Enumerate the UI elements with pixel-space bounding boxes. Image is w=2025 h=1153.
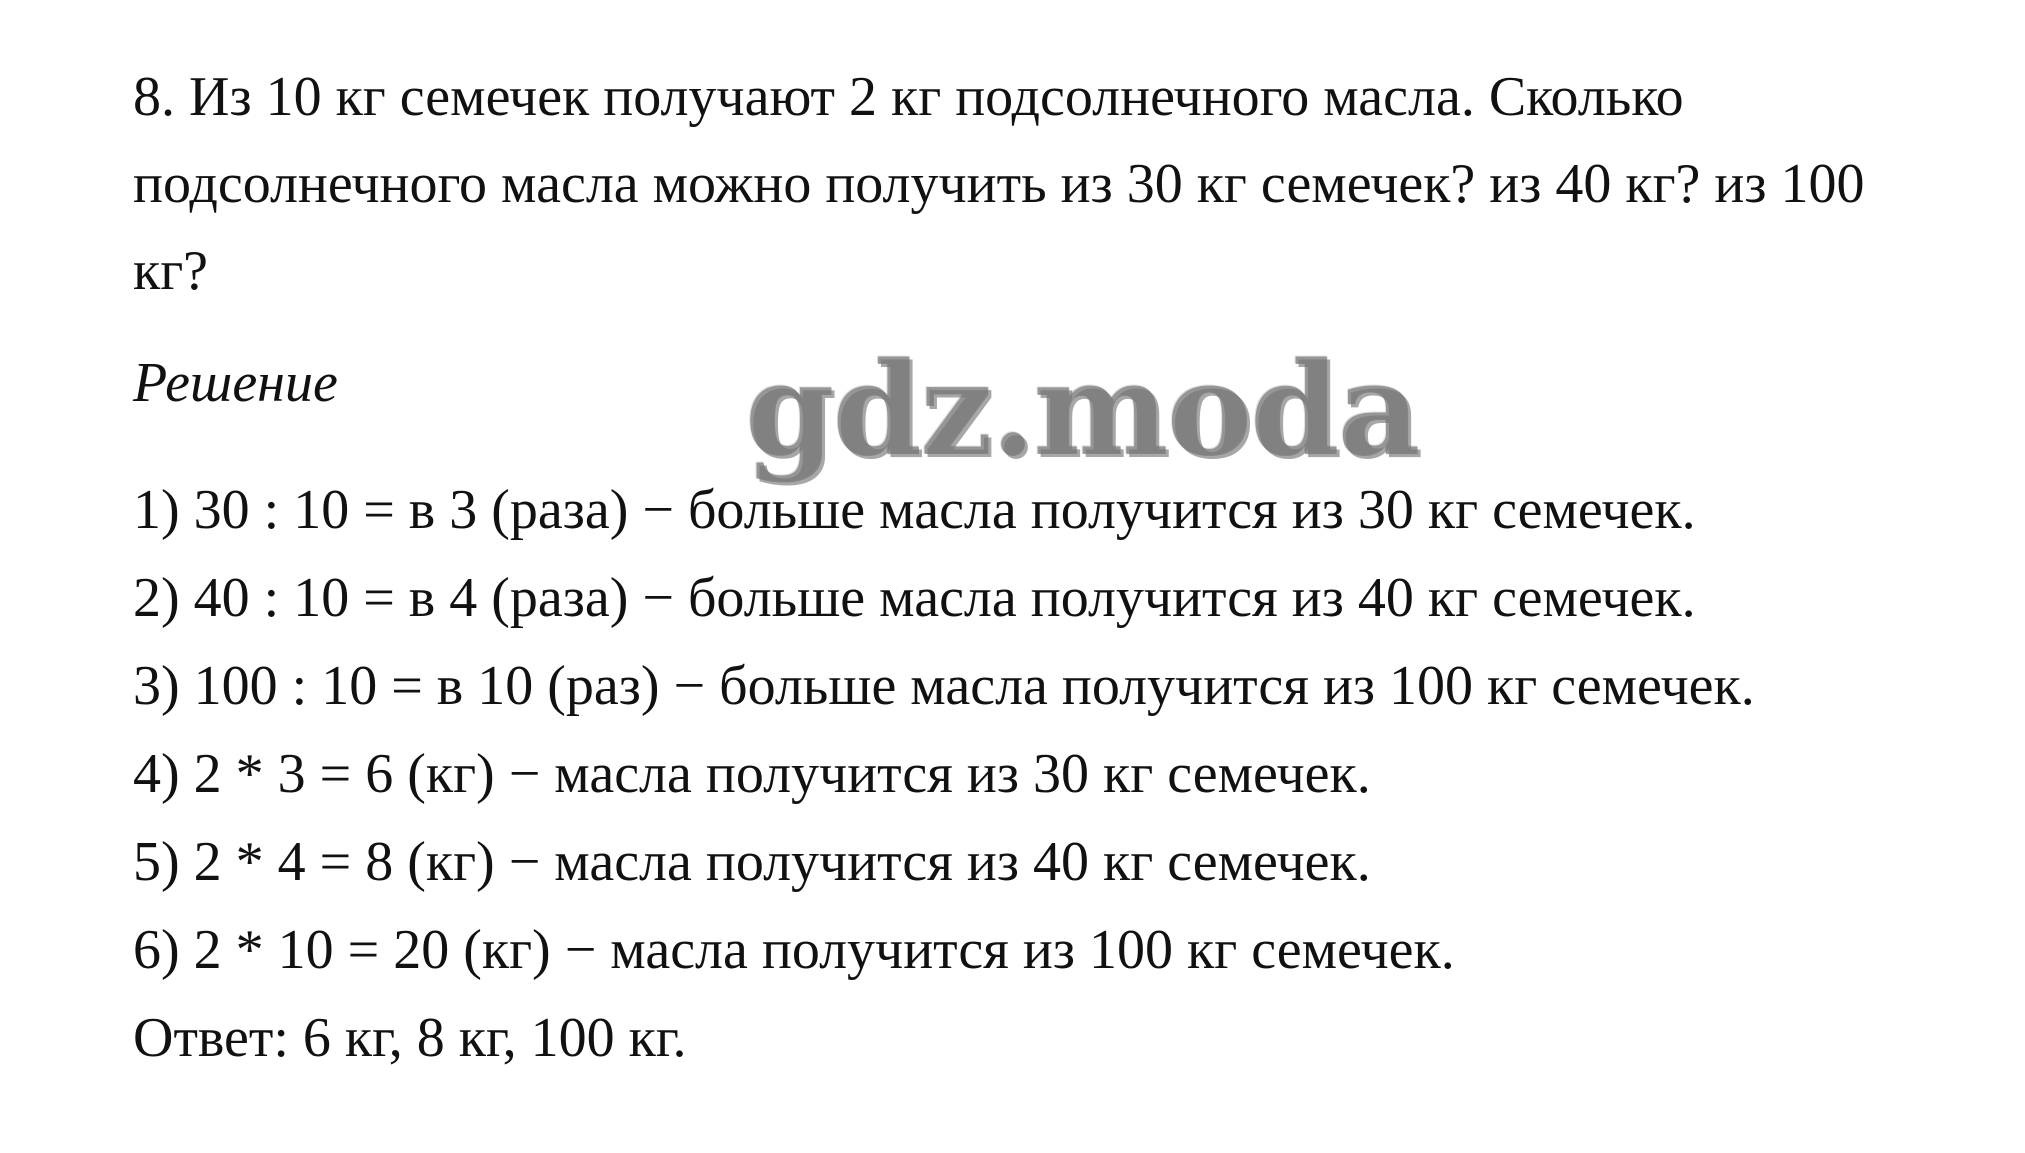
solution-heading: Решение xyxy=(133,352,338,414)
solution-steps xyxy=(133,466,1755,994)
solution-step-4: 4) 2 * 3 = 6 (кг) − масла получится из 30 кг семечек. xyxy=(133,743,1371,805)
watermark-logo: gdz.moda xyxy=(745,335,1419,485)
solution-step-1: 1) 30 : 10 = в 3 (раза) − больше масла получится из 30 кг семечек. xyxy=(133,479,1696,541)
problem-statement: 8. Из 10 кг семечек получают 2 кг подсолнечного масла. Сколько подсолнечного масла можно получить из 30 кг семечек? из 40 кг? из 100 кг? xyxy=(133,66,1865,302)
answer-line: Ответ: 6 кг, 8 кг, 100 кг. xyxy=(133,1007,687,1069)
solution-step-5: 5) 2 * 4 = 8 (кг) − масла получится из 40 кг семечек. xyxy=(133,831,1371,893)
solution-step-3: 3) 100 : 10 = в 10 (раз) − больше масла получится из 100 кг семечек. xyxy=(133,655,1755,717)
solution-step-2: 2) 40 : 10 = в 4 (раза) − больше масла получится из 40 кг семечек. xyxy=(133,567,1696,629)
solution-step-6: 6) 2 * 10 = 20 (кг) − масла получится из 100 кг семечек. xyxy=(133,919,1455,981)
